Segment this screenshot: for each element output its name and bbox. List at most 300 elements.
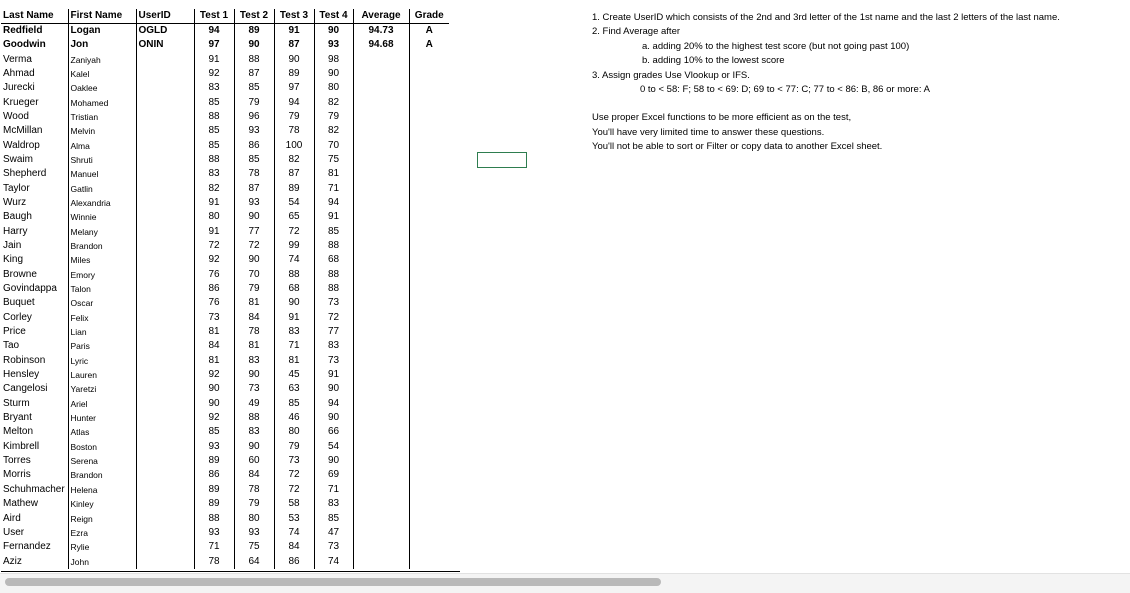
test2-cell[interactable]: 93 [234, 124, 274, 138]
last-name-cell[interactable]: Sturm [1, 397, 68, 411]
last-name-cell[interactable]: Waldrop [1, 138, 68, 152]
userid-cell[interactable] [136, 554, 194, 568]
last-name-cell[interactable]: McMillan [1, 124, 68, 138]
grade-cell[interactable] [409, 253, 449, 267]
userid-cell[interactable] [136, 425, 194, 439]
test2-cell[interactable]: 72 [234, 239, 274, 253]
first-name-cell[interactable]: Brandon [68, 239, 136, 253]
last-name-cell[interactable]: Kimbrell [1, 440, 68, 454]
test4-cell[interactable]: 98 [314, 52, 353, 66]
last-name-cell[interactable]: Melton [1, 425, 68, 439]
grade-cell[interactable] [409, 167, 449, 181]
grade-cell[interactable] [409, 224, 449, 238]
last-name-cell[interactable]: Shepherd [1, 167, 68, 181]
first-name-cell[interactable]: Boston [68, 440, 136, 454]
userid-cell[interactable] [136, 167, 194, 181]
test4-cell[interactable]: 83 [314, 497, 353, 511]
test4-cell[interactable]: 80 [314, 81, 353, 95]
grade-cell[interactable] [409, 354, 449, 368]
test2-cell[interactable]: 86 [234, 138, 274, 152]
test4-cell[interactable]: 81 [314, 167, 353, 181]
userid-cell[interactable] [136, 354, 194, 368]
test2-cell[interactable]: 85 [234, 81, 274, 95]
first-name-cell[interactable]: Helena [68, 483, 136, 497]
userid-cell[interactable] [136, 67, 194, 81]
test1-cell[interactable]: 86 [194, 282, 234, 296]
average-cell[interactable] [353, 397, 409, 411]
selected-cell[interactable] [477, 152, 527, 168]
average-cell[interactable] [353, 239, 409, 253]
test4-cell[interactable]: 75 [314, 153, 353, 167]
test1-cell[interactable]: 83 [194, 81, 234, 95]
test2-cell[interactable]: 70 [234, 268, 274, 282]
userid-cell[interactable] [136, 339, 194, 353]
test1-cell[interactable]: 91 [194, 224, 234, 238]
average-cell[interactable] [353, 167, 409, 181]
userid-cell[interactable] [136, 497, 194, 511]
grade-cell[interactable] [409, 526, 449, 540]
last-name-cell[interactable]: Schuhmacher [1, 483, 68, 497]
userid-cell[interactable] [136, 253, 194, 267]
grade-cell[interactable] [409, 67, 449, 81]
first-name-cell[interactable]: Melvin [68, 124, 136, 138]
average-cell[interactable] [353, 411, 409, 425]
last-name-cell[interactable]: Price [1, 325, 68, 339]
test1-cell[interactable]: 91 [194, 196, 234, 210]
test1-cell[interactable]: 88 [194, 110, 234, 124]
userid-cell[interactable] [136, 540, 194, 554]
test1-cell[interactable]: 85 [194, 124, 234, 138]
test3-cell[interactable]: 91 [274, 24, 314, 39]
average-cell[interactable] [353, 497, 409, 511]
first-name-cell[interactable]: Oaklee [68, 81, 136, 95]
first-name-cell[interactable]: Kinley [68, 497, 136, 511]
userid-cell[interactable] [136, 468, 194, 482]
test1-cell[interactable]: 85 [194, 138, 234, 152]
header-last-name[interactable]: Last Name [1, 9, 68, 24]
test4-cell[interactable]: 90 [314, 411, 353, 425]
header-test4[interactable]: Test 4 [314, 9, 353, 24]
test3-cell[interactable]: 85 [274, 397, 314, 411]
grade-cell[interactable] [409, 382, 449, 396]
test4-cell[interactable]: 69 [314, 468, 353, 482]
first-name-cell[interactable]: John [68, 554, 136, 568]
average-cell[interactable] [353, 52, 409, 66]
userid-cell[interactable] [136, 153, 194, 167]
test3-cell[interactable]: 82 [274, 153, 314, 167]
test3-cell[interactable]: 65 [274, 210, 314, 224]
header-userid[interactable]: UserID [136, 9, 194, 24]
average-cell[interactable] [353, 224, 409, 238]
test2-cell[interactable]: 64 [234, 554, 274, 568]
test1-cell[interactable]: 91 [194, 52, 234, 66]
last-name-cell[interactable]: Baugh [1, 210, 68, 224]
test4-cell[interactable]: 79 [314, 110, 353, 124]
first-name-cell[interactable]: Miles [68, 253, 136, 267]
test4-cell[interactable]: 91 [314, 368, 353, 382]
userid-cell[interactable] [136, 124, 194, 138]
first-name-cell[interactable]: Gatlin [68, 181, 136, 195]
test4-cell[interactable]: 94 [314, 196, 353, 210]
test4-cell[interactable]: 90 [314, 382, 353, 396]
test1-cell[interactable]: 81 [194, 354, 234, 368]
test2-cell[interactable]: 88 [234, 411, 274, 425]
last-name-cell[interactable]: Bryant [1, 411, 68, 425]
test2-cell[interactable]: 90 [234, 440, 274, 454]
test1-cell[interactable]: 85 [194, 425, 234, 439]
grade-cell[interactable] [409, 153, 449, 167]
test4-cell[interactable]: 68 [314, 253, 353, 267]
grade-cell[interactable] [409, 196, 449, 210]
average-cell[interactable]: 94.73 [353, 24, 409, 39]
grade-cell[interactable] [409, 311, 449, 325]
test4-cell[interactable]: 71 [314, 483, 353, 497]
test4-cell[interactable]: 85 [314, 511, 353, 525]
test3-cell[interactable]: 87 [274, 167, 314, 181]
last-name-cell[interactable]: Tao [1, 339, 68, 353]
first-name-cell[interactable]: Reign [68, 511, 136, 525]
last-name-cell[interactable]: Wood [1, 110, 68, 124]
average-cell[interactable] [353, 253, 409, 267]
userid-cell[interactable] [136, 52, 194, 66]
average-cell[interactable] [353, 325, 409, 339]
test2-cell[interactable]: 85 [234, 153, 274, 167]
first-name-cell[interactable]: Winnie [68, 210, 136, 224]
userid-cell[interactable] [136, 483, 194, 497]
test2-cell[interactable]: 81 [234, 296, 274, 310]
userid-cell[interactable] [136, 397, 194, 411]
grade-cell[interactable] [409, 425, 449, 439]
last-name-cell[interactable]: Aziz [1, 554, 68, 568]
test3-cell[interactable]: 94 [274, 95, 314, 109]
first-name-cell[interactable]: Serena [68, 454, 136, 468]
average-cell[interactable] [353, 368, 409, 382]
test3-cell[interactable]: 72 [274, 224, 314, 238]
average-cell[interactable] [353, 181, 409, 195]
test3-cell[interactable]: 87 [274, 38, 314, 52]
test2-cell[interactable]: 79 [234, 95, 274, 109]
last-name-cell[interactable]: Corley [1, 311, 68, 325]
last-name-cell[interactable]: King [1, 253, 68, 267]
test2-cell[interactable]: 60 [234, 454, 274, 468]
scrollbar-thumb[interactable] [5, 578, 661, 586]
userid-cell[interactable] [136, 282, 194, 296]
last-name-cell[interactable]: Browne [1, 268, 68, 282]
header-average[interactable]: Average [353, 9, 409, 24]
grade-cell[interactable]: A [425, 39, 433, 51]
last-name-cell[interactable]: Jurecki [1, 81, 68, 95]
userid-cell[interactable]: OGLD [136, 24, 194, 39]
test4-cell[interactable]: 94 [314, 397, 353, 411]
last-name-cell[interactable]: User [1, 526, 68, 540]
test2-cell[interactable]: 93 [234, 196, 274, 210]
average-cell[interactable] [353, 554, 409, 568]
first-name-cell[interactable]: Brandon [68, 468, 136, 482]
first-name-cell[interactable]: Ariel [68, 397, 136, 411]
test1-cell[interactable]: 88 [194, 153, 234, 167]
test2-cell[interactable]: 90 [234, 38, 274, 52]
last-name-cell[interactable]: Krueger [1, 95, 68, 109]
test3-cell[interactable]: 74 [274, 526, 314, 540]
userid-cell[interactable] [136, 368, 194, 382]
first-name-cell[interactable]: Rylie [68, 540, 136, 554]
grade-cell[interactable] [409, 554, 449, 568]
test4-cell[interactable]: 88 [314, 268, 353, 282]
average-cell[interactable] [353, 153, 409, 167]
userid-cell[interactable] [136, 382, 194, 396]
average-cell[interactable] [353, 468, 409, 482]
test1-cell[interactable]: 97 [194, 38, 234, 52]
userid-cell[interactable] [136, 181, 194, 195]
test1-cell[interactable]: 92 [194, 411, 234, 425]
average-cell[interactable] [353, 483, 409, 497]
first-name-cell[interactable]: Jon [68, 38, 136, 52]
test4-cell[interactable]: 83 [314, 339, 353, 353]
test2-cell[interactable]: 75 [234, 540, 274, 554]
test1-cell[interactable]: 93 [194, 440, 234, 454]
last-name-cell[interactable]: Robinson [1, 354, 68, 368]
test2-cell[interactable]: 78 [234, 325, 274, 339]
first-name-cell[interactable]: Mohamed [68, 95, 136, 109]
horizontal-scrollbar[interactable] [0, 573, 1130, 593]
last-name-cell[interactable]: Buquet [1, 296, 68, 310]
first-name-cell[interactable]: Ezra [68, 526, 136, 540]
test2-cell[interactable]: 83 [234, 354, 274, 368]
test3-cell[interactable]: 86 [274, 554, 314, 568]
first-name-cell[interactable]: Talon [68, 282, 136, 296]
grade-cell[interactable] [409, 497, 449, 511]
test2-cell[interactable]: 89 [234, 24, 274, 39]
test3-cell[interactable]: 68 [274, 282, 314, 296]
test1-cell[interactable]: 76 [194, 296, 234, 310]
average-cell[interactable] [353, 511, 409, 525]
userid-cell[interactable] [136, 224, 194, 238]
test2-cell[interactable]: 77 [234, 224, 274, 238]
test4-cell[interactable]: 90 [314, 24, 353, 39]
userid-cell[interactable] [136, 454, 194, 468]
test2-cell[interactable]: 78 [234, 167, 274, 181]
grade-cell[interactable] [409, 239, 449, 253]
userid-cell[interactable]: ONIN [136, 38, 194, 52]
test1-cell[interactable]: 89 [194, 497, 234, 511]
test2-cell[interactable]: 90 [234, 210, 274, 224]
test3-cell[interactable]: 74 [274, 253, 314, 267]
first-name-cell[interactable]: Paris [68, 339, 136, 353]
test3-cell[interactable]: 90 [274, 52, 314, 66]
test3-cell[interactable]: 79 [274, 110, 314, 124]
grade-cell[interactable] [409, 110, 449, 124]
test2-cell[interactable]: 73 [234, 382, 274, 396]
test2-cell[interactable]: 79 [234, 497, 274, 511]
userid-cell[interactable] [136, 81, 194, 95]
grade-cell[interactable] [409, 52, 449, 66]
userid-cell[interactable] [136, 95, 194, 109]
test1-cell[interactable]: 73 [194, 311, 234, 325]
last-name-cell[interactable]: Wurz [1, 196, 68, 210]
grade-cell[interactable] [409, 282, 449, 296]
average-cell[interactable] [353, 110, 409, 124]
last-name-cell[interactable]: Govindappa [1, 282, 68, 296]
first-name-cell[interactable]: Emory [68, 268, 136, 282]
test4-cell[interactable]: 88 [314, 239, 353, 253]
first-name-cell[interactable]: Lyric [68, 354, 136, 368]
userid-cell[interactable] [136, 138, 194, 152]
test1-cell[interactable]: 94 [194, 24, 234, 39]
test1-cell[interactable]: 82 [194, 181, 234, 195]
userid-cell[interactable] [136, 411, 194, 425]
average-cell[interactable] [353, 95, 409, 109]
test4-cell[interactable]: 85 [314, 224, 353, 238]
grade-cell[interactable] [409, 325, 449, 339]
grade-cell[interactable] [409, 454, 449, 468]
test2-cell[interactable]: 93 [234, 526, 274, 540]
grade-cell[interactable] [409, 181, 449, 195]
first-name-cell[interactable]: Alexandria [68, 196, 136, 210]
grade-cell[interactable] [409, 368, 449, 382]
test1-cell[interactable]: 72 [194, 239, 234, 253]
userid-cell[interactable] [136, 239, 194, 253]
last-name-cell[interactable]: Harry [1, 224, 68, 238]
average-cell[interactable] [353, 81, 409, 95]
test2-cell[interactable]: 81 [234, 339, 274, 353]
grade-cell[interactable] [409, 296, 449, 310]
test4-cell[interactable]: 93 [314, 38, 353, 52]
test1-cell[interactable]: 92 [194, 253, 234, 267]
test1-cell[interactable]: 92 [194, 368, 234, 382]
average-cell[interactable]: 94.68 [353, 38, 409, 52]
test1-cell[interactable]: 85 [194, 95, 234, 109]
first-name-cell[interactable]: Melany [68, 224, 136, 238]
grade-cell[interactable] [409, 540, 449, 554]
test4-cell[interactable]: 54 [314, 440, 353, 454]
header-test2[interactable]: Test 2 [234, 9, 274, 24]
test3-cell[interactable]: 80 [274, 425, 314, 439]
test2-cell[interactable]: 49 [234, 397, 274, 411]
test2-cell[interactable]: 87 [234, 181, 274, 195]
test2-cell[interactable]: 87 [234, 67, 274, 81]
grade-cell[interactable] [409, 81, 449, 95]
grade-cell[interactable] [409, 440, 449, 454]
test3-cell[interactable]: 100 [274, 138, 314, 152]
test1-cell[interactable]: 80 [194, 210, 234, 224]
test3-cell[interactable]: 89 [274, 181, 314, 195]
test2-cell[interactable]: 90 [234, 368, 274, 382]
test3-cell[interactable]: 90 [274, 296, 314, 310]
grade-cell[interactable] [409, 411, 449, 425]
userid-cell[interactable] [136, 511, 194, 525]
last-name-cell[interactable]: Ahmad [1, 67, 68, 81]
average-cell[interactable] [353, 67, 409, 81]
first-name-cell[interactable]: Yaretzi [68, 382, 136, 396]
first-name-cell[interactable]: Tristian [68, 110, 136, 124]
test4-cell[interactable]: 73 [314, 540, 353, 554]
grade-cell[interactable] [409, 468, 449, 482]
userid-cell[interactable] [136, 268, 194, 282]
last-name-cell[interactable]: Mathew [1, 497, 68, 511]
last-name-cell[interactable]: Torres [1, 454, 68, 468]
average-cell[interactable] [353, 540, 409, 554]
test4-cell[interactable]: 47 [314, 526, 353, 540]
grade-cell[interactable] [409, 95, 449, 109]
grade-cell[interactable] [409, 268, 449, 282]
test1-cell[interactable]: 93 [194, 526, 234, 540]
grade-cell[interactable] [409, 511, 449, 525]
last-name-cell[interactable]: Morris [1, 468, 68, 482]
test1-cell[interactable]: 89 [194, 454, 234, 468]
grade-cell[interactable] [409, 483, 449, 497]
grade-cell[interactable] [409, 138, 449, 152]
test2-cell[interactable]: 78 [234, 483, 274, 497]
grade-cell[interactable] [409, 339, 449, 353]
test4-cell[interactable]: 82 [314, 95, 353, 109]
first-name-cell[interactable]: Lian [68, 325, 136, 339]
test2-cell[interactable]: 84 [234, 311, 274, 325]
userid-cell[interactable] [136, 210, 194, 224]
average-cell[interactable] [353, 454, 409, 468]
first-name-cell[interactable]: Felix [68, 311, 136, 325]
first-name-cell[interactable]: Shruti [68, 153, 136, 167]
test4-cell[interactable]: 72 [314, 311, 353, 325]
last-name-cell[interactable]: Swaim [1, 153, 68, 167]
userid-cell[interactable] [136, 440, 194, 454]
test3-cell[interactable]: 63 [274, 382, 314, 396]
last-name-cell[interactable]: Hensley [1, 368, 68, 382]
last-name-cell[interactable]: Aird [1, 511, 68, 525]
test3-cell[interactable]: 45 [274, 368, 314, 382]
userid-cell[interactable] [136, 325, 194, 339]
average-cell[interactable] [353, 296, 409, 310]
test1-cell[interactable]: 81 [194, 325, 234, 339]
average-cell[interactable] [353, 354, 409, 368]
userid-cell[interactable] [136, 110, 194, 124]
test4-cell[interactable]: 88 [314, 282, 353, 296]
last-name-cell[interactable]: Taylor [1, 181, 68, 195]
test1-cell[interactable]: 71 [194, 540, 234, 554]
header-grade[interactable]: Grade [409, 9, 449, 24]
test3-cell[interactable]: 46 [274, 411, 314, 425]
test3-cell[interactable]: 53 [274, 511, 314, 525]
header-test1[interactable]: Test 1 [194, 9, 234, 24]
grade-cell[interactable] [409, 397, 449, 411]
test1-cell[interactable]: 78 [194, 554, 234, 568]
average-cell[interactable] [353, 210, 409, 224]
average-cell[interactable] [353, 440, 409, 454]
test3-cell[interactable]: 72 [274, 483, 314, 497]
test4-cell[interactable]: 90 [314, 67, 353, 81]
last-name-cell[interactable]: Cangelosi [1, 382, 68, 396]
last-name-cell[interactable]: Fernandez [1, 540, 68, 554]
last-name-cell[interactable]: Verma [1, 52, 68, 66]
test4-cell[interactable]: 70 [314, 138, 353, 152]
test1-cell[interactable]: 89 [194, 483, 234, 497]
test4-cell[interactable]: 82 [314, 124, 353, 138]
last-name-cell[interactable]: Goodwin [1, 38, 68, 52]
test2-cell[interactable]: 88 [234, 52, 274, 66]
test3-cell[interactable]: 79 [274, 440, 314, 454]
average-cell[interactable] [353, 124, 409, 138]
average-cell[interactable] [353, 526, 409, 540]
test3-cell[interactable]: 83 [274, 325, 314, 339]
average-cell[interactable] [353, 339, 409, 353]
test3-cell[interactable]: 81 [274, 354, 314, 368]
first-name-cell[interactable]: Logan [68, 24, 136, 39]
test1-cell[interactable]: 86 [194, 468, 234, 482]
first-name-cell[interactable]: Manuel [68, 167, 136, 181]
userid-cell[interactable] [136, 296, 194, 310]
test3-cell[interactable]: 84 [274, 540, 314, 554]
average-cell[interactable] [353, 138, 409, 152]
test4-cell[interactable]: 73 [314, 296, 353, 310]
